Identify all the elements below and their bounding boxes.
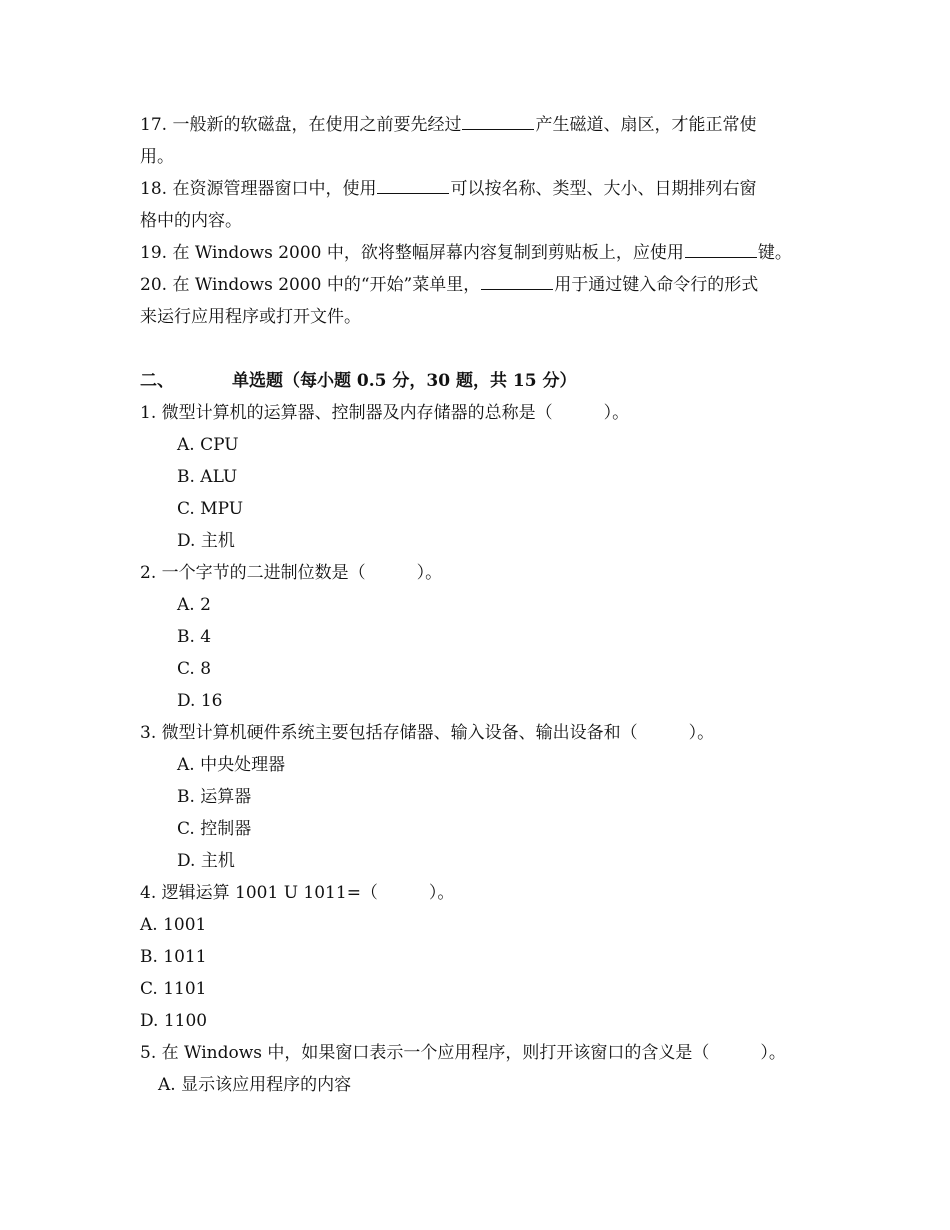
question-stem: 3. 微型计算机硬件系统主要包括存储器、输入设备、输出设备和（ ）。 [140,723,715,743]
option-item: C. 8 [177,659,212,679]
section-heading [140,369,576,393]
question-text: 20. 在 Windows 2000 中的“开始”菜单里， [140,275,481,295]
question-text: 用。 [140,147,174,167]
question-stem: 5. 在 Windows 中，如果窗口表示一个应用程序，则打开该窗口的含义是（ ）。 [140,1043,786,1063]
option-item: A. CPU [177,435,239,455]
answer-blank [481,273,553,290]
fill-question-17 [140,113,756,137]
fill-question-17-cont [140,145,174,169]
answer-blank [462,113,534,130]
option-item: D. 主机 [177,531,235,551]
fill-question-20-cont [140,305,361,329]
question-stem: 2. 一个字节的二进制位数是（ ）。 [140,563,443,583]
fill-question-19 [140,241,792,265]
question-text: 来运行应用程序或打开文件。 [140,307,361,327]
option-item: C. 控制器 [177,819,252,839]
question-text: 17. 一般新的软磁盘，在使用之前要先经过 [140,115,462,135]
section-title: 单选题（每小题 0.5 分，30 题，共 15 分） [232,371,577,391]
option-item: D. 16 [177,691,223,711]
question-text: 可以按名称、类型、大小、日期排列右窗 [450,179,757,199]
question-stem: 4. 逻辑运算 1001 U 1011=（ ）。 [140,883,455,903]
question-stem: 1. 微型计算机的运算器、控制器及内存储器的总称是（ ）。 [140,403,630,423]
option-item: B. 1011 [140,947,207,967]
question-text: 格中的内容。 [140,211,242,231]
option-item: B. 4 [177,627,212,647]
option-item: D. 1100 [140,1011,208,1031]
question-text: 19. 在 Windows 2000 中，欲将整幅屏幕内容复制到剪贴板上，应使用 [140,243,684,263]
question-text: 产生磁道、扇区，才能正常使 [535,115,757,135]
option-item: C. 1101 [140,979,207,999]
question-text: 用于通过键入命令行的形式 [554,275,759,295]
option-item: A. 2 [177,595,211,615]
option-item: B. 运算器 [177,787,252,807]
option-item: A. 1001 [140,915,207,935]
option-item: A. 显示该应用程序的内容 [158,1075,352,1095]
option-item: B. ALU [177,467,238,487]
fill-question-18-cont [140,209,242,233]
option-item: C. MPU [177,499,244,519]
answer-blank [685,241,757,258]
question-text: 18. 在资源管理器窗口中，使用 [140,179,377,199]
answer-blank [377,177,449,194]
option-item: D. 主机 [177,851,235,871]
section-number: 二、 [140,371,174,391]
fill-question-18 [140,177,756,201]
question-text: 键。 [757,243,792,263]
option-item: A. 中央处理器 [177,755,286,775]
fill-question-20 [140,273,758,297]
